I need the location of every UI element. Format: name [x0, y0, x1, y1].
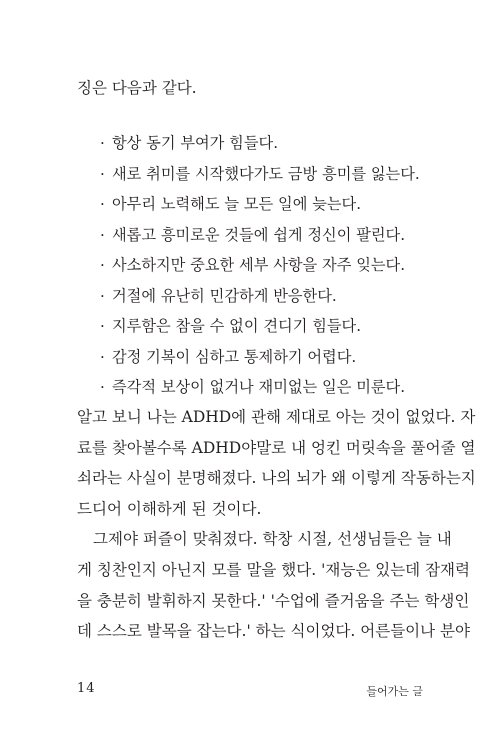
list-item: · 새로 취미를 시작했다가도 금방 흥미를 잃는다.: [100, 159, 420, 190]
list-item: · 항상 동기 부여가 힘들다.: [100, 128, 420, 159]
bullet-marker: ·: [100, 164, 105, 183]
page-number: 14: [77, 681, 96, 696]
list-item: · 거절에 유난히 민감하게 반응한다.: [100, 281, 420, 312]
bullet-marker: ·: [100, 286, 105, 305]
bullet-marker: ·: [100, 195, 105, 213]
bullet-marker: ·: [100, 347, 105, 366]
list-item: · 새롭고 흥미로운 것들에 쉽게 정신이 팔린다.: [100, 220, 420, 251]
bullet-marker: ·: [100, 134, 105, 152]
symptom-list: [100, 128, 420, 403]
list-item: · 사소하지만 중요한 세부 사항을 자주 잊는다.: [100, 250, 420, 281]
bullet-marker: ·: [100, 225, 105, 244]
bullet-marker: ·: [100, 378, 105, 396]
paragraph-line: 드디어 이해하게 된 것이다.: [77, 499, 262, 518]
list-item: · 감정 기복이 심하고 통제하기 어렵다.: [100, 342, 420, 373]
paragraph-line: 게 칭찬인지 아닌지 모를 말을 했다. '재능은 있는데 잠재력: [77, 560, 470, 579]
paragraph-line: 쇠라는 사실이 분명해졌다. 나의 뇌가 왜 이렇게 작동하는지: [77, 469, 476, 488]
running-head: 들어가는 글: [366, 685, 423, 698]
paragraph-line: 을 충분히 발휘하지 못한다.' '수업에 즐거움을 주는 학생인: [77, 591, 470, 610]
paragraph-line: 료를 찾아볼수록 ADHD야말로 내 엉킨 머릿속을 풀어줄 열: [77, 438, 476, 457]
list-item: · 아무리 노력해도 늘 모든 일에 늦는다.: [100, 189, 420, 220]
bullet-marker: ·: [100, 317, 105, 335]
paragraph-line: 그제야 퍼즐이 맞춰졌다. 학창 시절, 선생님들은 늘 내: [93, 530, 452, 549]
paragraph-line: 데 스스로 발목을 잡는다.' 하는 식이었다. 어른들이나 분야: [77, 622, 470, 641]
list-item: · 지루함은 참을 수 없이 견디기 힘들다.: [100, 311, 420, 342]
list-item: · 즉각적 보상이 없거나 재미없는 일은 미룬다.: [100, 372, 420, 403]
intro-line: 징은 다음과 같다.: [77, 79, 197, 97]
paragraph-line: 알고 보니 나는 ADHD에 관해 제대로 아는 것이 없었다. 자: [77, 408, 476, 426]
body-text: [77, 402, 476, 647]
bullet-marker: ·: [100, 256, 105, 274]
